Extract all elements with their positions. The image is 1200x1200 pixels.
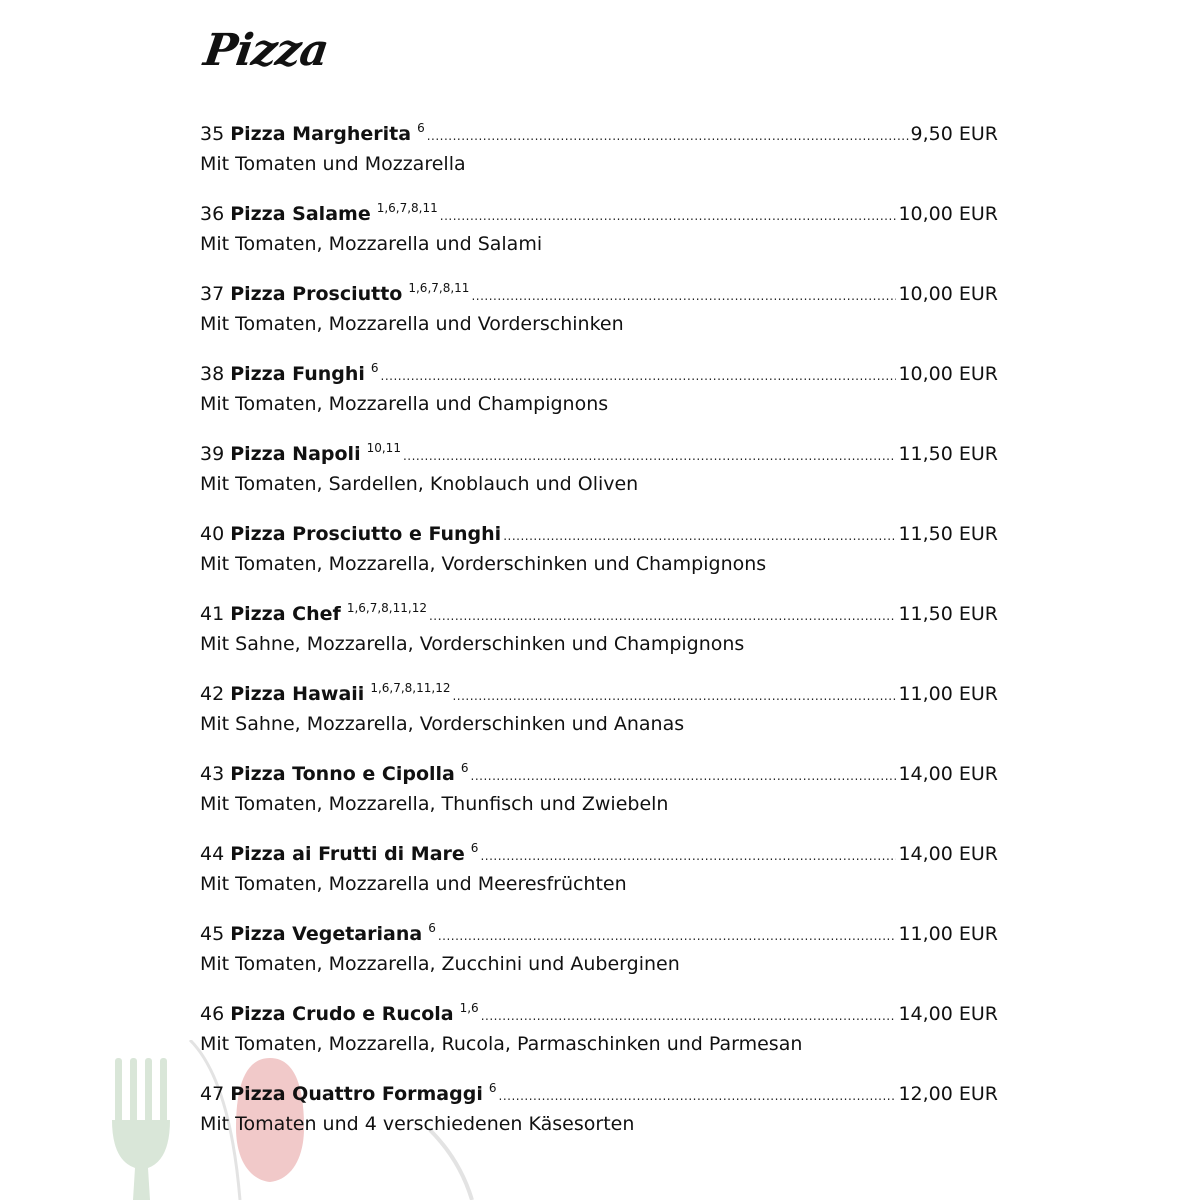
item-number: 41 bbox=[200, 603, 225, 625]
menu-item bbox=[200, 839, 998, 919]
item-number: 42 bbox=[200, 683, 225, 705]
item-price: 11,50 EUR bbox=[898, 603, 998, 625]
item-name: Pizza Tonno e Cipolla bbox=[230, 763, 455, 785]
dotted-leader bbox=[429, 601, 896, 631]
menu-item bbox=[200, 199, 998, 279]
menu-item bbox=[200, 1079, 998, 1159]
item-description: Mit Tomaten, Mozzarella, Vorderschinken und Champignons bbox=[200, 553, 767, 575]
menu-item-line bbox=[200, 679, 998, 711]
menu-item-line bbox=[200, 599, 998, 631]
item-allergens: 10,11 bbox=[366, 441, 401, 455]
item-name: Pizza Margherita bbox=[230, 123, 412, 145]
item-number: 44 bbox=[200, 843, 225, 865]
menu-item-line bbox=[200, 279, 998, 311]
item-price: 11,00 EUR bbox=[898, 923, 998, 945]
item-number: 39 bbox=[200, 443, 225, 465]
dotted-leader bbox=[438, 921, 897, 951]
item-price: 14,00 EUR bbox=[898, 763, 998, 785]
menu-item bbox=[200, 759, 998, 839]
item-name: Pizza Crudo e Rucola bbox=[230, 1003, 454, 1025]
dotted-leader bbox=[503, 521, 896, 551]
item-price: 10,00 EUR bbox=[898, 363, 998, 385]
item-allergens: 6 bbox=[417, 121, 425, 135]
item-allergens: 1,6,7,8,11,12 bbox=[370, 681, 451, 695]
item-price: 9,50 EUR bbox=[910, 123, 998, 145]
dotted-leader bbox=[403, 441, 897, 471]
dotted-leader bbox=[452, 681, 896, 711]
menu-item bbox=[200, 439, 998, 519]
item-allergens: 6 bbox=[470, 841, 479, 855]
item-allergens: 6 bbox=[460, 761, 469, 775]
item-price: 10,00 EUR bbox=[898, 203, 998, 225]
item-allergens: 1,6,7,8,11,12 bbox=[346, 601, 427, 615]
item-number: 45 bbox=[200, 923, 225, 945]
dotted-leader bbox=[499, 1081, 897, 1111]
menu-item bbox=[200, 359, 998, 439]
menu-item bbox=[200, 679, 998, 759]
item-price: 14,00 EUR bbox=[898, 1003, 998, 1025]
menu-item bbox=[200, 999, 998, 1079]
item-name: Pizza Prosciutto bbox=[230, 283, 403, 305]
item-description: Mit Tomaten, Mozzarella, Zucchini und Auberginen bbox=[200, 953, 680, 975]
item-price: 12,00 EUR bbox=[898, 1083, 998, 1105]
item-description: Mit Tomaten und Mozzarella bbox=[200, 153, 466, 175]
dotted-leader bbox=[427, 121, 909, 151]
item-price: 11,00 EUR bbox=[898, 683, 998, 705]
item-description: Mit Tomaten, Mozzarella und Salami bbox=[200, 233, 543, 255]
item-number: 46 bbox=[200, 1003, 225, 1025]
item-number: 38 bbox=[200, 363, 225, 385]
menu-item bbox=[200, 119, 998, 199]
item-name: Pizza Napoli bbox=[230, 443, 361, 465]
item-allergens: 1,6,7,8,11 bbox=[408, 281, 470, 295]
item-number: 37 bbox=[200, 283, 225, 305]
item-name: Pizza Salame bbox=[230, 203, 371, 225]
item-number: 43 bbox=[200, 763, 225, 785]
menu-list bbox=[200, 119, 998, 1159]
item-price: 11,50 EUR bbox=[898, 523, 998, 545]
menu-item-line bbox=[200, 999, 998, 1031]
item-price: 14,00 EUR bbox=[898, 843, 998, 865]
item-description: Mit Tomaten, Mozzarella und Vorderschinken bbox=[200, 313, 624, 335]
menu-item-line bbox=[200, 199, 998, 231]
item-description: Mit Tomaten, Mozzarella und Meeresfrüchten bbox=[200, 873, 627, 895]
item-name: Pizza Quattro Formaggi bbox=[230, 1083, 483, 1105]
item-name: Pizza ai Frutti di Mare bbox=[230, 843, 465, 865]
item-number: 36 bbox=[200, 203, 225, 225]
menu-item-line bbox=[200, 359, 998, 391]
item-name: Pizza Chef bbox=[230, 603, 341, 625]
item-allergens: 1,6 bbox=[459, 1001, 479, 1015]
item-description: Mit Tomaten, Mozzarella, Rucola, Parmaschinken und Parmesan bbox=[200, 1033, 803, 1055]
dotted-leader bbox=[471, 281, 896, 311]
item-description: Mit Tomaten, Mozzarella, Thunfisch und Zwiebeln bbox=[200, 793, 669, 815]
menu-item bbox=[200, 919, 998, 999]
dotted-leader bbox=[440, 201, 897, 231]
dotted-leader bbox=[471, 761, 897, 791]
menu-item bbox=[200, 279, 998, 359]
item-description: Mit Sahne, Mozzarella, Vorderschinken und Ananas bbox=[200, 713, 685, 735]
menu-item bbox=[200, 519, 998, 599]
item-allergens: 6 bbox=[428, 921, 436, 935]
item-name: Pizza Hawaii bbox=[230, 683, 365, 705]
menu-item-line bbox=[200, 439, 998, 471]
item-description: Mit Tomaten, Sardellen, Knoblauch und Oliven bbox=[200, 473, 639, 495]
item-number: 35 bbox=[200, 123, 225, 145]
item-name: Pizza Prosciutto e Funghi bbox=[230, 523, 502, 545]
dotted-leader bbox=[381, 361, 897, 391]
fork-icon bbox=[112, 1058, 170, 1200]
page-title: Pizza bbox=[200, 25, 332, 77]
item-allergens: 6 bbox=[488, 1081, 497, 1095]
item-allergens: 1,6,7,8,11 bbox=[376, 201, 438, 215]
item-name: Pizza Vegetariana bbox=[230, 923, 423, 945]
menu-item-line bbox=[200, 919, 998, 951]
item-description: Mit Tomaten, Mozzarella und Champignons bbox=[200, 393, 609, 415]
item-name: Pizza Funghi bbox=[230, 363, 365, 385]
menu-item-line bbox=[200, 1079, 998, 1111]
item-price: 11,50 EUR bbox=[898, 443, 998, 465]
item-description: Mit Tomaten und 4 verschiedenen Käsesorten bbox=[200, 1113, 635, 1135]
menu-item-line bbox=[200, 519, 998, 551]
item-description: Mit Sahne, Mozzarella, Vorderschinken und Champignons bbox=[200, 633, 745, 655]
item-price: 10,00 EUR bbox=[898, 283, 998, 305]
menu-item-line bbox=[200, 119, 998, 151]
item-number: 47 bbox=[200, 1083, 225, 1105]
item-number: 40 bbox=[200, 523, 225, 545]
menu-item bbox=[200, 599, 998, 679]
menu-item-line bbox=[200, 759, 998, 791]
menu-item-line bbox=[200, 839, 998, 871]
dotted-leader bbox=[481, 1001, 897, 1031]
item-allergens: 6 bbox=[370, 361, 379, 375]
dotted-leader bbox=[480, 841, 896, 871]
